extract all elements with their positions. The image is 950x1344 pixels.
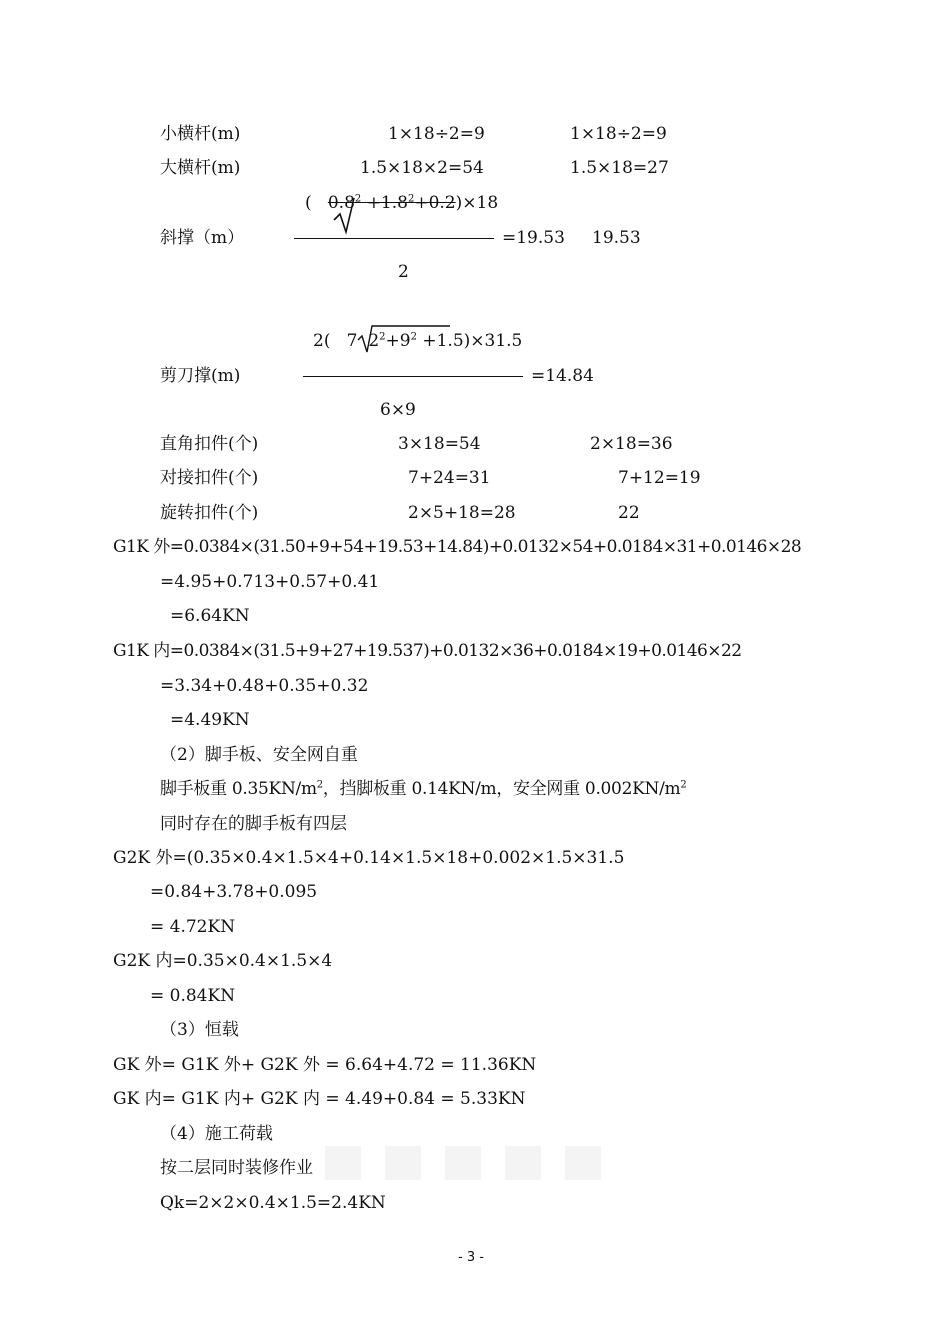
small-bar-inner: 1×18÷2=9 [570, 124, 667, 144]
g1k-inner-line-2: =3.34+0.48+0.35+0.32 [160, 676, 369, 696]
gk-outer: GK 外= G1K 外+ G2K 外 = 6.64+4.72 = 11.36KN [113, 1055, 537, 1075]
scissor-denominator: 6×9 [380, 400, 416, 420]
diagonal-inner: 19.53 [592, 228, 641, 248]
section-3-title: （3）恒载 [160, 1020, 239, 1040]
g2k-inner-line-1: G2K 内=0.35×0.4×1.5×4 [113, 951, 333, 971]
scissor-rad-sup-2: 2 [410, 331, 417, 343]
section-4-desc: 按二层同时装修作业 [160, 1158, 313, 1178]
diagonal-rad-a: 0.8 [327, 193, 355, 213]
large-bar-label: 大横杆(m) [160, 158, 241, 178]
g2k-outer-line-1: G2K 外=(0.35×0.4×1.5×4+0.14×1.5×18+0.002×1.5×31.5 [113, 848, 625, 868]
g1k-outer-line-2: =4.95+0.713+0.57+0.41 [160, 572, 380, 592]
scissor-rad-a: 2 [368, 331, 380, 351]
diagonal-num-open: ( [305, 193, 312, 213]
scissor-rad-b: +9 [385, 331, 411, 351]
g2k-outer-line-3: = 4.72KN [150, 917, 236, 937]
diagonal-rad-c: +0.2 [414, 193, 456, 213]
scissor-result: =14.84 [531, 366, 594, 386]
diagonal-rad-sup-2: 2 [407, 193, 415, 205]
right-angle-outer: 3×18=54 [398, 434, 481, 454]
butt-label: 对接扣件(个) [160, 468, 259, 488]
scissor-label: 剪刀撑(m) [160, 366, 241, 386]
large-bar-inner: 1.5×18=27 [570, 158, 669, 178]
qk-line: Qk=2×2×0.4×1.5=2.4KN [160, 1193, 386, 1213]
right-angle-inner: 2×18=36 [590, 434, 673, 454]
g2k-outer-line-2: =0.84+3.78+0.095 [150, 882, 318, 902]
watermark-graphic [325, 1140, 625, 1186]
scissor-rad-sup-1: 2 [379, 331, 386, 343]
scissor-num-close: )×31.5 [463, 331, 523, 351]
diagonal-num-close: )×18 [455, 193, 499, 213]
section-2-sup-1: 2 [316, 779, 323, 791]
diagonal-fraction-bar [294, 238, 494, 239]
g1k-outer-line-3: =6.64KN [170, 606, 250, 626]
diagonal-label: 斜撑（m） [160, 228, 245, 248]
section-4-title: （4）施工荷载 [160, 1124, 273, 1144]
diagonal-denominator: 2 [398, 262, 409, 282]
watermark [325, 1140, 625, 1195]
small-bar-label: 小横杆(m) [160, 124, 241, 144]
scissor-num-prefix: 2( [313, 331, 331, 351]
g1k-inner-line-3: =4.49KN [170, 710, 250, 730]
scissor-sqrt-sign [358, 326, 478, 356]
gk-inner: GK 内= G1K 内+ G2K 内 = 4.49+0.84 = 5.33KN [113, 1089, 526, 1109]
diagonal-sqrt-sign [334, 198, 364, 238]
diagonal-rad-b: +1.8 [366, 193, 408, 213]
diagonal-rad-sup-1: 2 [354, 193, 362, 205]
section-2-sup-2: 2 [680, 779, 687, 791]
scissor-rad-c: +1.5 [422, 331, 464, 351]
g1k-outer-line-1: G1K 外=0.0384×(31.50+9+54+19.53+14.84)+0.0132×54+0.0184×31+0.0146×28 [113, 537, 802, 557]
swivel-inner: 22 [618, 503, 640, 523]
scissor-num-coef: 7 [346, 331, 358, 351]
scissor-fraction-bar [303, 376, 523, 377]
section-2-weights-b: ，挡脚板重 0.14KN/m，安全网重 0.002KN/m [322, 779, 681, 799]
right-angle-label: 直角扣件(个) [160, 434, 259, 454]
page-number: - 3 - [458, 1250, 484, 1265]
g1k-inner-line-1: G1K 内=0.0384×(31.5+9+27+19.537)+0.0132×36+0.0184×19+0.0146×22 [113, 641, 742, 661]
section-2-weights [160, 778, 686, 800]
small-bar-outer: 1×18÷2=9 [388, 124, 485, 144]
large-bar-outer: 1.5×18×2=54 [360, 158, 484, 178]
swivel-outer: 2×5+18=28 [408, 503, 516, 523]
diagonal-result: =19.53 [502, 228, 565, 248]
section-2-weights-a: 脚手板重 0.35KN/m [160, 779, 317, 799]
swivel-label: 旋转扣件(个) [160, 503, 259, 523]
section-2-layers: 同时存在的脚手板有四层 [160, 814, 347, 834]
g2k-inner-line-2: = 0.84KN [150, 986, 236, 1006]
butt-inner: 7+12=19 [618, 468, 701, 488]
section-2-title: （2）脚手板、安全网自重 [160, 745, 358, 765]
butt-outer: 7+24=31 [408, 468, 491, 488]
